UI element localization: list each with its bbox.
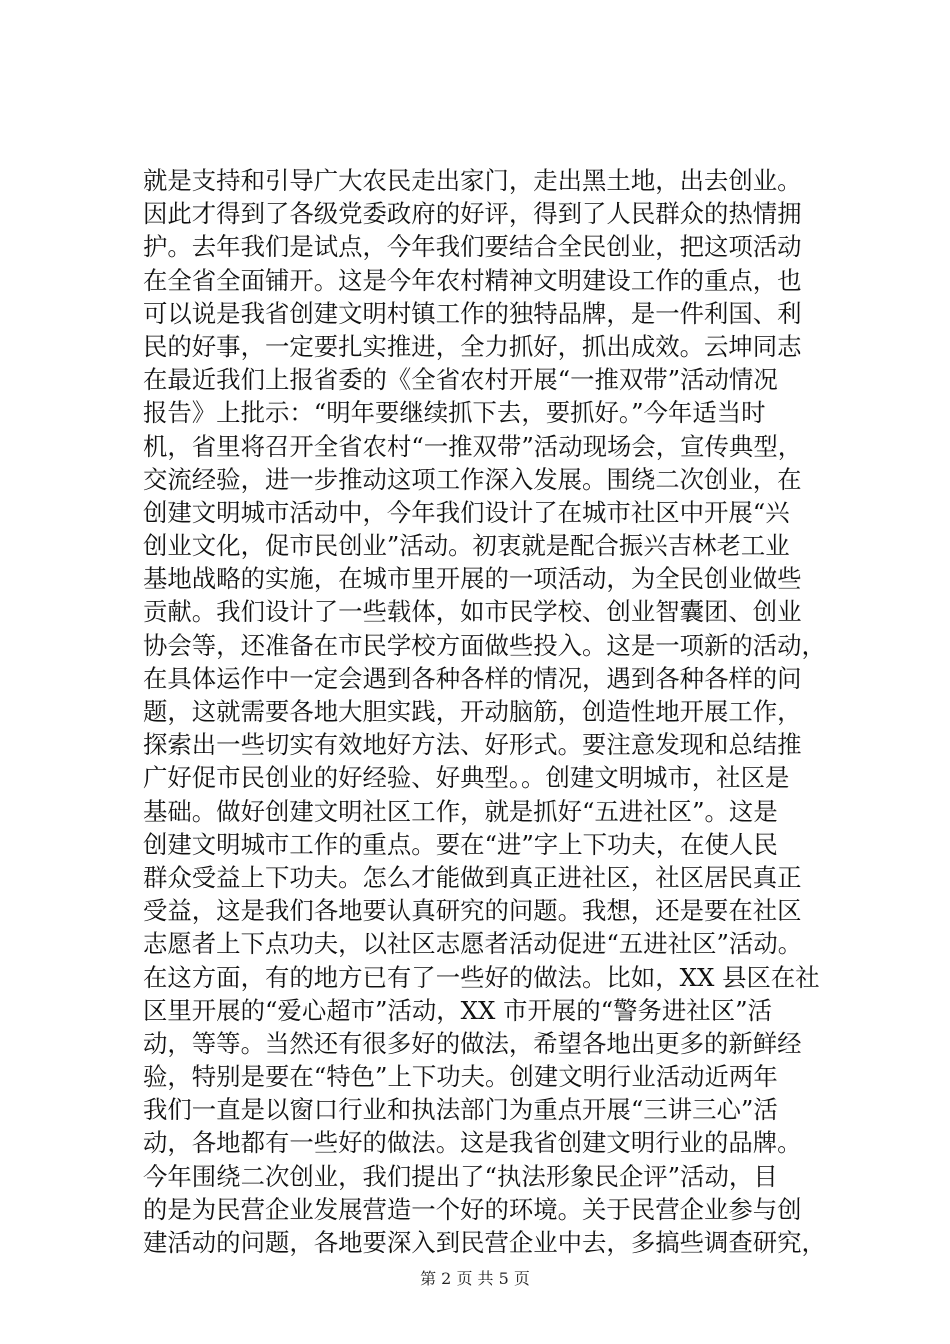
text-line: 群众受益上下功夫。怎么才能做到真正进社区，社区居民真正 [143,862,802,892]
text-line: 动，等等。当然还有很多好的做法，希望各地出更多的新鲜经 [143,1028,802,1058]
body-text [143,164,826,1259]
text-line: 动，各地都有一些好的做法。这是我省创建文明行业的品牌。 [143,1128,802,1158]
text-line: 的是为民营企业发展营造一个好的环境。关于民营企业参与创 [143,1194,802,1224]
text-line: 探索出一些切实有效地好方法、好形式。要注意发现和总结推 [143,730,802,760]
text-line: 基础。做好创建文明社区工作，就是抓好“五进社区”。这是 [143,796,778,826]
text-line: 验，特别是要在“特色”上下功夫。创建文明行业活动近两年 [143,1062,778,1092]
text-line: 协会等，还准备在市民学校方面做些投入。这是一项新的活动， [143,630,826,660]
text-line: 区里开展的“爱心超市”活动，XX 市开展的“警务进社区”活 [143,995,772,1025]
text-line: 在具体运作中一定会遇到各种各样的情况，遇到各种各样的问 [143,663,802,693]
text-line: 在全省全面铺开。这是今年农村精神文明建设工作的重点，也 [143,265,802,295]
text-line: 在最近我们上报省委的《全省农村开展“一推双带”活动情况 [143,365,778,395]
text-line: 贡献。我们设计了一些载体，如市民学校、创业智囊团、创业 [143,597,802,627]
text-line: 护。去年我们是试点，今年我们要结合全民创业，把这项活动 [143,232,802,262]
text-line: 题，这就需要各地大胆实践，开动脑筋，创造性地开展工作， [143,697,802,726]
text-line: 今年围绕二次创业，我们提出了“执法形象民企评”活动，目 [143,1161,778,1191]
text-line: 交流经验，进一步推动这项工作深入发展。围绕二次创业，在 [143,464,802,494]
text-line: 创建文明城市工作的重点。要在“进”字上下功夫，在使人民 [143,829,778,859]
text-line: 基地战略的实施，在城市里开展的一项活动，为全民创业做些 [143,564,802,594]
text-line: 创建文明城市活动中，今年我们设计了在城市社区中开展“兴 [143,497,790,527]
text-line: 创业文化，促市民创业”活动。初衷就是配合振兴吉林老工业 [143,531,790,561]
page-number-footer: 第 2 页 共 5 页 [420,1269,530,1288]
text-line: 志愿者上下点功夫，以社区志愿者活动促进“五进社区”活动。 [143,929,803,959]
text-line: 民的好事，一定要扎实推进，全力抓好，抓出成效。云坤同志 [143,331,802,361]
text-line: 可以说是我省创建文明村镇工作的独特品牌，是一件利国、利 [143,298,802,328]
text-line: 因此才得到了各级党委政府的好评，得到了人民群众的热情拥 [143,199,802,229]
text-line: 报告》上批示：“明年要继续抓下去，要抓好。”今年适当时 [143,398,766,428]
text-line: 在这方面，有的地方已有了一些好的做法。比如，XX 县区在社 [143,962,820,992]
text-line: 受益，这是我们各地要认真研究的问题。我想，还是要在社区 [143,896,802,926]
text-line: 广好促市民创业的好经验、好典型。。创建文明城市，社区是 [143,763,790,793]
text-line: 建活动的问题，各地要深入到民营企业中去，多搞些调查研究， [143,1228,826,1257]
text-line: 我们一直是以窗口行业和执法部门为重点开展“三讲三心”活 [143,1095,778,1125]
text-line: 就是支持和引导广大农民走出家门，走出黑土地，出去创业。 [143,166,802,195]
text-line: 机，省里将召开全省农村“一推双带”活动现场会，宣传典型， [143,431,803,461]
